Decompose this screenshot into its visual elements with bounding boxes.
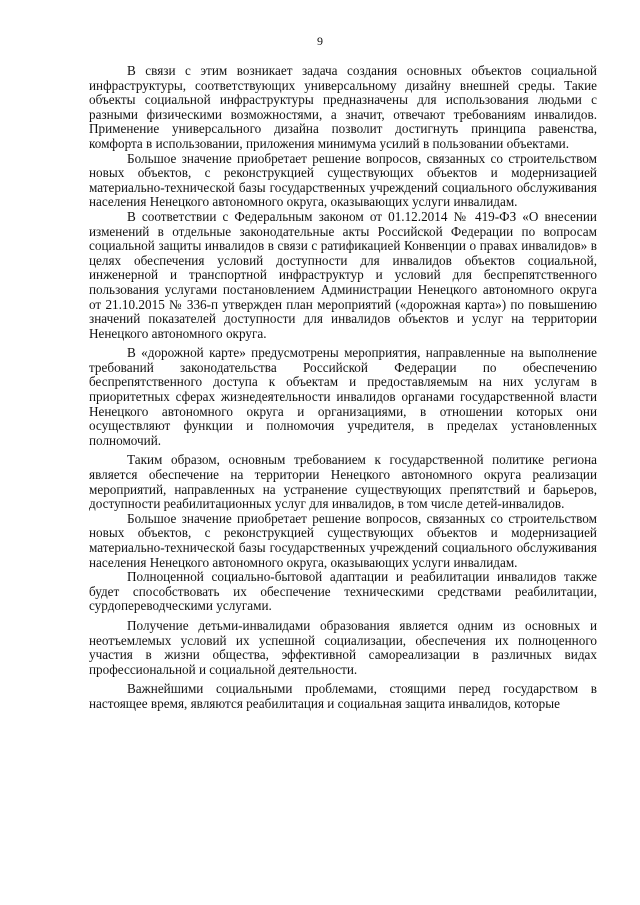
paragraph-universal-design: В связи с этим возникает задача создания основных объектов социальной инфраструктуры, соответствующих универсальному дизайну внешней среды. Такие объекты социальной инфраструктуры предназначены для использования людьми с разными физическими возможностями, а значит, отвечают требованиям инвалидов. Применение универсального дизайна позволит достигнуть принципа равенства, комфорта в использовании, приложения минимума усилий в пользовании объектами. [89,63,597,151]
body-text [89,64,597,712]
paragraph-road-map: В «дорожной карте» предусмотрены мероприятия, направленные на выполнение требований законодательства Российской Федерации по обеспечению беспрепятственного доступа к объектам и предоставляемым на них услугам в приоритетных сферах жизнедеятельности инвалидов органами государственной власти Ненецкого автономного округа и организациями, в отношении которых они осуществляют функции и полномочия учредителя, в пределах установленных полномочий. [89,345,597,448]
paragraph-construction-importance-repeat: Большое значение приобретает решение вопросов, связанных со строительством новых объектов, с реконструкцией существующих объектов и модернизацией материально-технической базы государственных учреждений социального обслуживания населения Ненецкого автономного округа, оказывающих услуги инвалидам. [89,510,597,570]
paragraph-education: Получение детьми-инвалидами образования является одним из основных и неотъемлемых условий их успешной социализации, обеспечения их полноценного участия в жизни общества, эффективной самореализации в различных видах профессиональной и социальной деятельности. [89,617,597,677]
paragraph-social-adaptation: Полноценной социально-бытовой адаптации и реабилитации инвалидов также будет способствовать их обеспечение техническими средствами реабилитации, сурдопереводческими услугами. [89,569,597,614]
paragraph-regional-policy: Таким образом, основным требованием к государственной политике региона является обеспечение на территории Ненецкого автономного округа реализации мероприятий, направленных на устранение существующих препятствий и барьеров, доступности реабилитационных услуг для инвалидов, в том числе детей-инвалидов. [89,452,597,512]
page-number: 9 [317,34,323,48]
paragraph-construction-importance: Большое значение приобретает решение вопросов, связанных со строительством новых объектов, с реконструкцией существующих объектов и модернизацией материально-технической базы государственных учреждений социального обслуживания населения Ненецкого автономного округа, оказывающих услуги инвалидам. [89,150,597,210]
paragraph-federal-law: В соответствии с Федеральным законом от 01.12.2014 № 419-ФЗ «О внесении изменений в отдельные законодательные акты Российской Федерации по вопросам социальной защиты инвалидов в связи с ратификацией Конвенции о правах инвалидов» в целях обеспечения условий доступности для инвалидов объектов социальной, инженерной и транспортной инфраструктур и условий для беспрепятственного пользования услугами постановлением Администрации Ненецкого автономного округа от 21.10.2015 № 336-п утвержден план мероприятий («дорожная карта») по повышению значений показателей доступности для инвалидов объектов и услуг на территории Ненецкого автономного округа. [89,208,597,341]
paragraph-social-problems: Важнейшими социальными проблемами, стоящими перед государством в настоящее время, являются реабилитация и социальная защита инвалидов, которые [89,681,597,711]
